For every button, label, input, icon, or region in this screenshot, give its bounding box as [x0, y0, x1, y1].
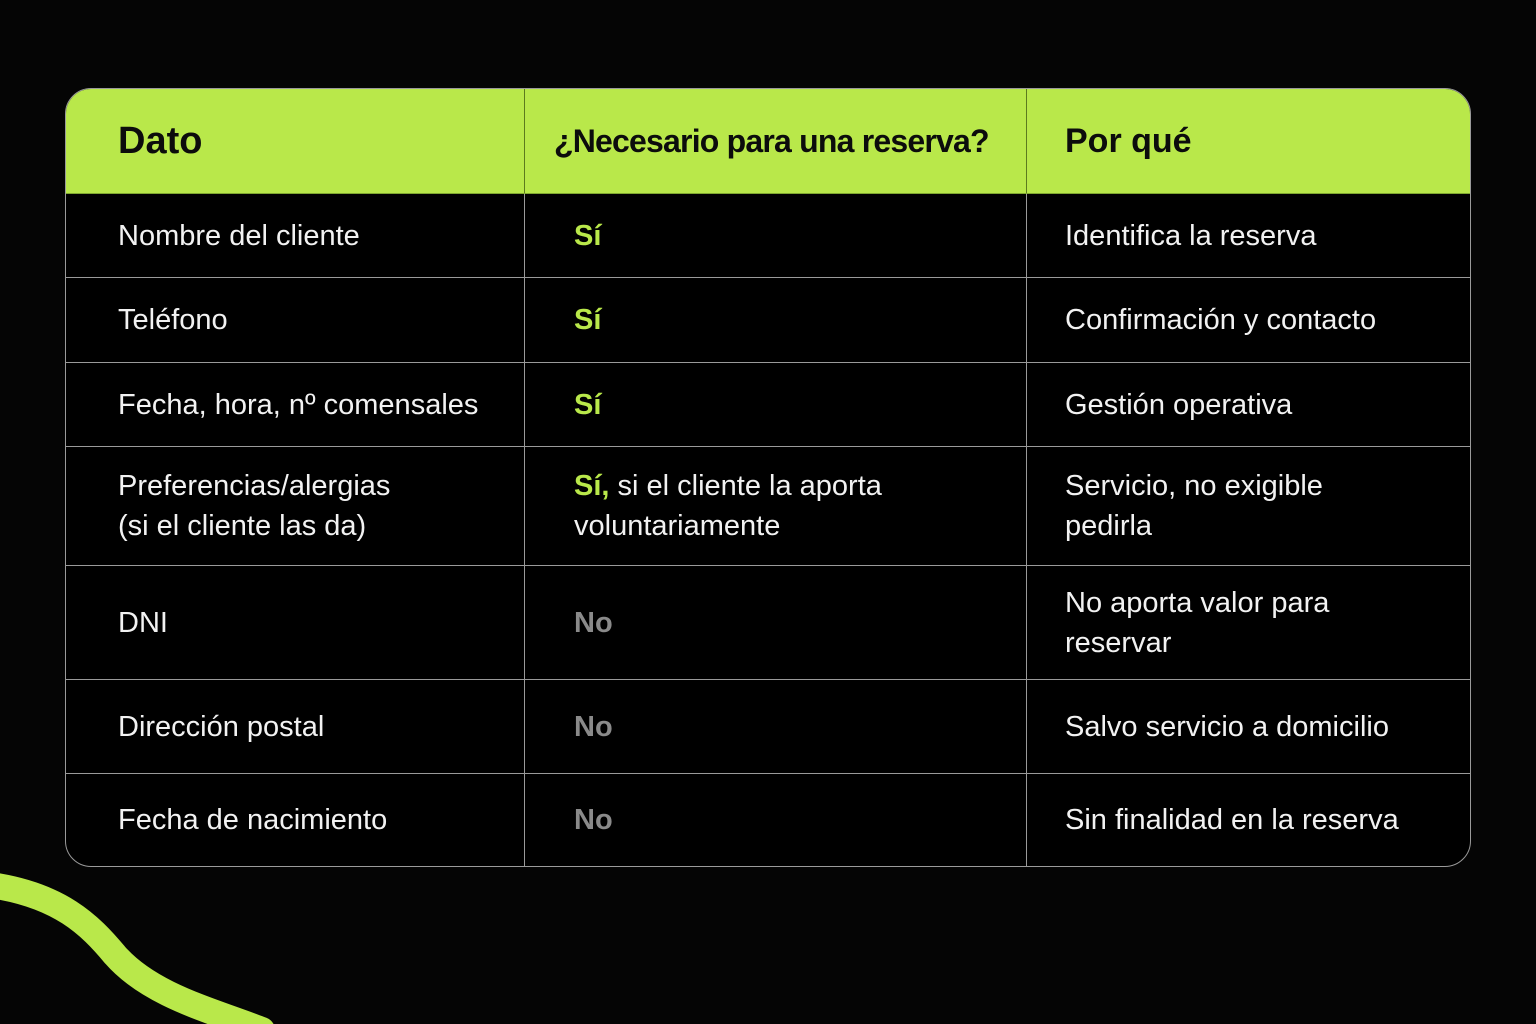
status-yes: Sí — [574, 304, 602, 336]
cell-por-que — [1027, 680, 1470, 773]
cell-por-que — [1027, 278, 1470, 362]
status-no: No — [574, 804, 613, 836]
dato-text: (si el cliente las da) — [118, 510, 367, 542]
header-por-que: Por qué — [1065, 122, 1192, 160]
table-row — [66, 194, 1470, 278]
cell-por-que — [1027, 774, 1470, 866]
header-necesario: ¿Necesario para una reserva? — [525, 89, 1027, 193]
por-que-text: Gestión operativa — [1065, 388, 1293, 421]
por-que-text: pedirla — [1065, 510, 1153, 542]
cell-dato — [66, 447, 525, 565]
dato-text: Teléfono — [118, 304, 228, 336]
cell-por-que — [1027, 363, 1470, 446]
table-row — [66, 447, 1470, 566]
status-yes: Sí, — [574, 470, 610, 502]
table-header-row — [66, 89, 1470, 194]
dato-text: Fecha de nacimiento — [118, 804, 388, 836]
por-que-text: No aporta valor para — [1065, 586, 1330, 619]
cell-necesario — [525, 363, 1027, 446]
cell-dato — [66, 278, 525, 362]
table-row — [66, 680, 1470, 774]
cell-por-que — [1027, 566, 1470, 679]
necesario-note: si el cliente la aporta — [617, 470, 882, 502]
cell-dato — [66, 680, 525, 773]
cell-necesario — [525, 194, 1027, 277]
dato-text: Dirección postal — [118, 710, 325, 743]
por-que-text: reservar — [1065, 626, 1172, 659]
table-row — [66, 566, 1470, 680]
cell-dato — [66, 363, 525, 446]
cell-necesario — [525, 774, 1027, 866]
table-body — [66, 194, 1470, 866]
cell-necesario — [525, 447, 1027, 565]
por-que-text: Confirmación y contacto — [1065, 304, 1377, 336]
cell-necesario — [525, 566, 1027, 679]
table-row — [66, 278, 1470, 363]
dato-text: Nombre del cliente — [118, 219, 360, 252]
cell-por-que — [1027, 194, 1470, 277]
cell-dato — [66, 774, 525, 866]
cell-dato — [66, 194, 525, 277]
cell-necesario — [525, 278, 1027, 362]
dato-text: Fecha, hora, nº comensales — [118, 388, 479, 421]
cell-dato — [66, 566, 525, 679]
por-que-text: Salvo servicio a domicilio — [1065, 710, 1389, 743]
por-que-text: Sin finalidad en la reserva — [1065, 804, 1399, 836]
cell-necesario — [525, 680, 1027, 773]
table-row — [66, 774, 1470, 866]
por-que-text: Servicio, no exigible — [1065, 470, 1323, 502]
status-no: No — [574, 710, 613, 743]
status-no: No — [574, 606, 613, 639]
status-yes: Sí — [574, 388, 602, 421]
status-yes: Sí — [574, 219, 602, 252]
data-table — [65, 88, 1471, 867]
table-row — [66, 363, 1470, 447]
dato-text: DNI — [118, 606, 168, 639]
dato-text: Preferencias/alergias — [118, 470, 391, 502]
header-dato: Dato — [66, 89, 525, 193]
necesario-note: voluntariamente — [574, 510, 781, 542]
por-que-text: Identifica la reserva — [1065, 219, 1317, 252]
cell-por-que — [1027, 447, 1470, 565]
